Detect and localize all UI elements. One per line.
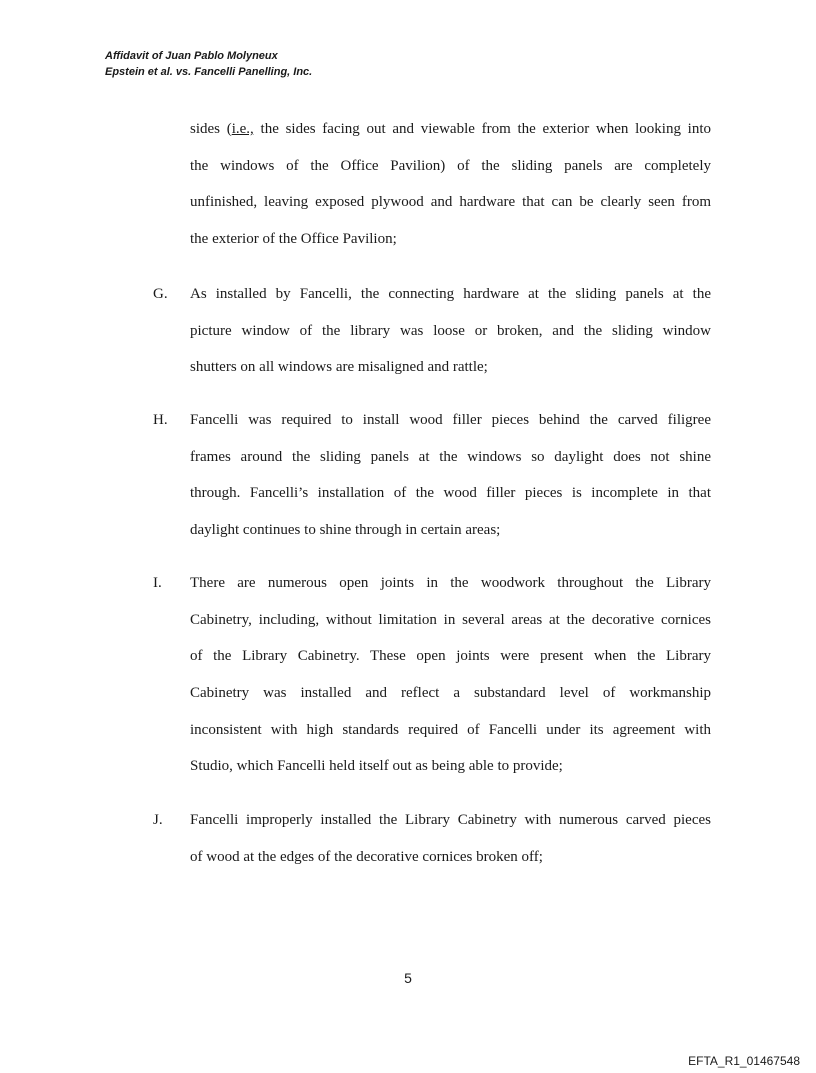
item-line: As installed by Fancelli, the connecting hardware at the sliding panels at the	[190, 286, 711, 302]
item-letter-h: H.	[153, 412, 168, 428]
item-line: daylight continues to shine through in certain areas;	[190, 522, 501, 539]
item-line: shutters on all windows are misaligned and rattle;	[190, 359, 488, 376]
bates-number: EFTA_R1_01467548	[688, 1054, 800, 1068]
document-header	[105, 48, 312, 80]
item-line: through. Fancelli’s installation of the wood filler pieces is incomplete in that	[190, 485, 711, 502]
item-letter-g: G.	[153, 286, 168, 302]
item-line: Cabinetry, including, without limitation in several areas at the decorative cornices	[190, 611, 711, 628]
intro-line: unfinished, leaving exposed plywood and hardware that can be clearly seen from	[190, 194, 711, 211]
intro-paragraph	[190, 111, 711, 258]
ie-abbreviation: i.e.,	[231, 121, 254, 137]
item-g-paragraph	[190, 276, 711, 386]
item-j-paragraph	[190, 802, 711, 875]
intro-line: the exterior of the Office Pavilion;	[190, 231, 397, 248]
page-number: 5	[404, 970, 412, 986]
header-case-caption: Epstein et al. vs. Fancelli Panelling, Inc.	[105, 66, 313, 78]
item-line: Fancelli improperly installed the Library Cabinetry with numerous carved pieces	[190, 812, 711, 828]
item-letter-j: J.	[153, 812, 163, 828]
item-line: of the Library Cabinetry. These open joints were present when the Library	[190, 648, 711, 665]
item-line: Studio, which Fancelli held itself out as being able to provide;	[190, 758, 563, 775]
item-line: picture window of the library was loose or broken, and the sliding window	[190, 322, 711, 339]
item-letter-i: I.	[153, 575, 162, 591]
item-h-paragraph	[190, 402, 711, 549]
item-line: of wood at the edges of the decorative cornices broken off;	[190, 848, 543, 865]
item-line: inconsistent with high standards required of Fancelli under its agreement with	[190, 721, 711, 738]
intro-line: sides (i.e., the sides facing out and viewable from the exterior when looking into	[190, 121, 712, 137]
item-line: frames around the sliding panels at the windows so daylight does not shine	[190, 448, 711, 465]
item-i-paragraph	[190, 565, 711, 785]
header-affidavit-title: Affidavit of Juan Pablo Molyneux	[105, 50, 278, 62]
item-line: Fancelli was required to install wood filler pieces behind the carved filigree	[190, 412, 711, 428]
intro-line: the windows of the Office Pavilion) of the sliding panels are completely	[190, 157, 711, 174]
item-line: There are numerous open joints in the woodwork throughout the Library	[190, 575, 711, 591]
item-line: Cabinetry was installed and reflect a substandard level of workmanship	[190, 685, 711, 702]
